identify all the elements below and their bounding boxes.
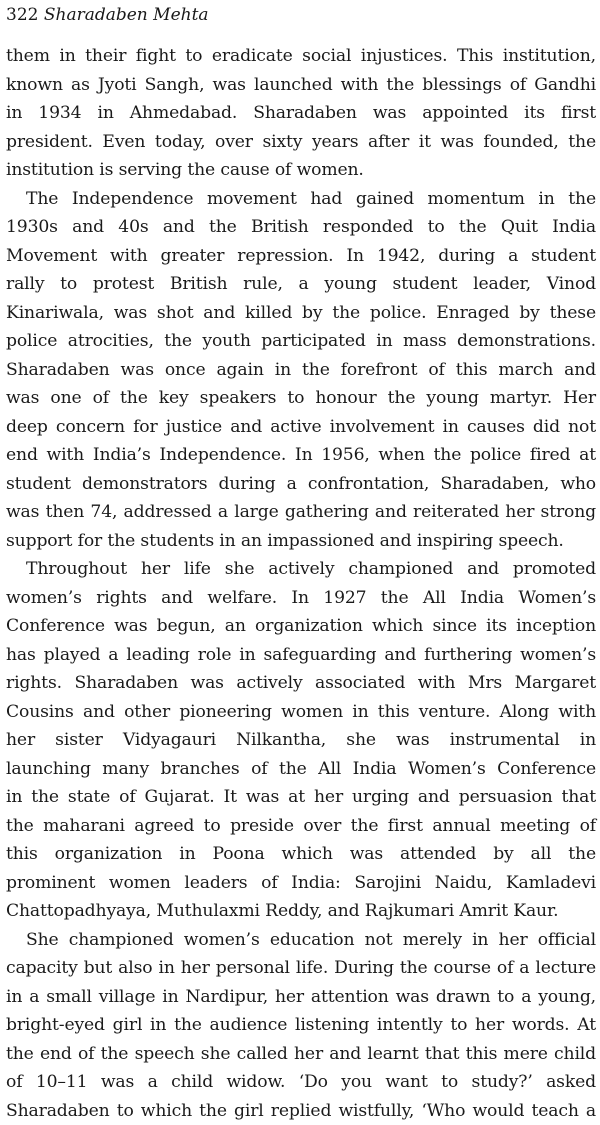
- book-page: [6, 0, 596, 1051]
- text-line: was one of the key speakers to honour the young martyr. Her: [6, 384, 596, 413]
- text-line: prominent women leaders of India: Sarojini Naidu, Kamladevi: [6, 869, 596, 898]
- text-line: institution is serving the cause of women.: [6, 156, 596, 185]
- text-line: Throughout her life she actively championed and promoted: [6, 555, 596, 584]
- text-line: capacity but also in her personal life. During the course of a lecture: [6, 954, 596, 983]
- text-line: in 1934 in Ahmedabad. Sharadaben was appointed its first: [6, 99, 596, 128]
- text-line: rights. Sharadaben was actively associated with Mrs Margaret: [6, 669, 596, 698]
- text-line: Sharadaben was once again in the forefront of this march and: [6, 356, 596, 385]
- text-line: Chattopadhyaya, Muthulaxmi Reddy, and Rajkumari Amrit Kaur.: [6, 897, 596, 926]
- text-line: president. Even today, over sixty years after it was founded, the: [6, 128, 596, 157]
- text-line: this organization in Poona which was attended by all the: [6, 840, 596, 869]
- text-line: Kinariwala, was shot and killed by the police. Enraged by these: [6, 299, 596, 328]
- running-head: [6, 2, 209, 28]
- text-line: of 10–11 was a child widow. ‘Do you want to study?’ asked: [6, 1068, 596, 1097]
- text-line: in a small village in Nardipur, her attention was drawn to a young,: [6, 983, 596, 1012]
- text-line: rally to protest British rule, a young student leader, Vinod: [6, 270, 596, 299]
- body-text: [6, 42, 596, 1125]
- text-line: was then 74, addressed a large gathering and reiterated her strong: [6, 498, 596, 527]
- text-line: the end of the speech she called her and learnt that this mere child: [6, 1040, 596, 1069]
- text-line: Cousins and other pioneering women in this venture. Along with: [6, 698, 596, 727]
- text-line: known as Jyoti Sangh, was launched with the blessings of Gandhi: [6, 71, 596, 100]
- text-line: student demonstrators during a confrontation, Sharadaben, who: [6, 470, 596, 499]
- text-line: police atrocities, the youth participated in mass demonstrations.: [6, 327, 596, 356]
- text-line: in the state of Gujarat. It was at her urging and persuasion that: [6, 783, 596, 812]
- text-line: the maharani agreed to preside over the first annual meeting of: [6, 812, 596, 841]
- text-line: bright-eyed girl in the audience listening intently to her words. At: [6, 1011, 596, 1040]
- text-line: support for the students in an impassioned and inspiring speech.: [6, 527, 596, 556]
- text-line: She championed women’s education not merely in her official: [6, 926, 596, 955]
- page-number: 322: [6, 5, 38, 25]
- text-line: her sister Vidyagauri Nilkantha, she was instrumental in: [6, 726, 596, 755]
- text-line: women’s rights and welfare. In 1927 the All India Women’s: [6, 584, 596, 613]
- text-line: deep concern for justice and active involvement in causes did not: [6, 413, 596, 442]
- text-line: has played a leading role in safeguarding and furthering women’s: [6, 641, 596, 670]
- text-line: end with India’s Independence. In 1956, when the police fired at: [6, 441, 596, 470]
- text-line: them in their fight to eradicate social injustices. This institution,: [6, 42, 596, 71]
- running-title: Sharadaben Mehta: [44, 5, 209, 25]
- text-line: Sharadaben to which the girl replied wistfully, ‘Who would teach a: [6, 1097, 596, 1125]
- text-line: launching many branches of the All India Women’s Conference: [6, 755, 596, 784]
- text-line: The Independence movement had gained momentum in the: [6, 185, 596, 214]
- text-line: Movement with greater repression. In 1942, during a student: [6, 242, 596, 271]
- text-line: 1930s and 40s and the British responded to the Quit India: [6, 213, 596, 242]
- text-line: Conference was begun, an organization which since its inception: [6, 612, 596, 641]
